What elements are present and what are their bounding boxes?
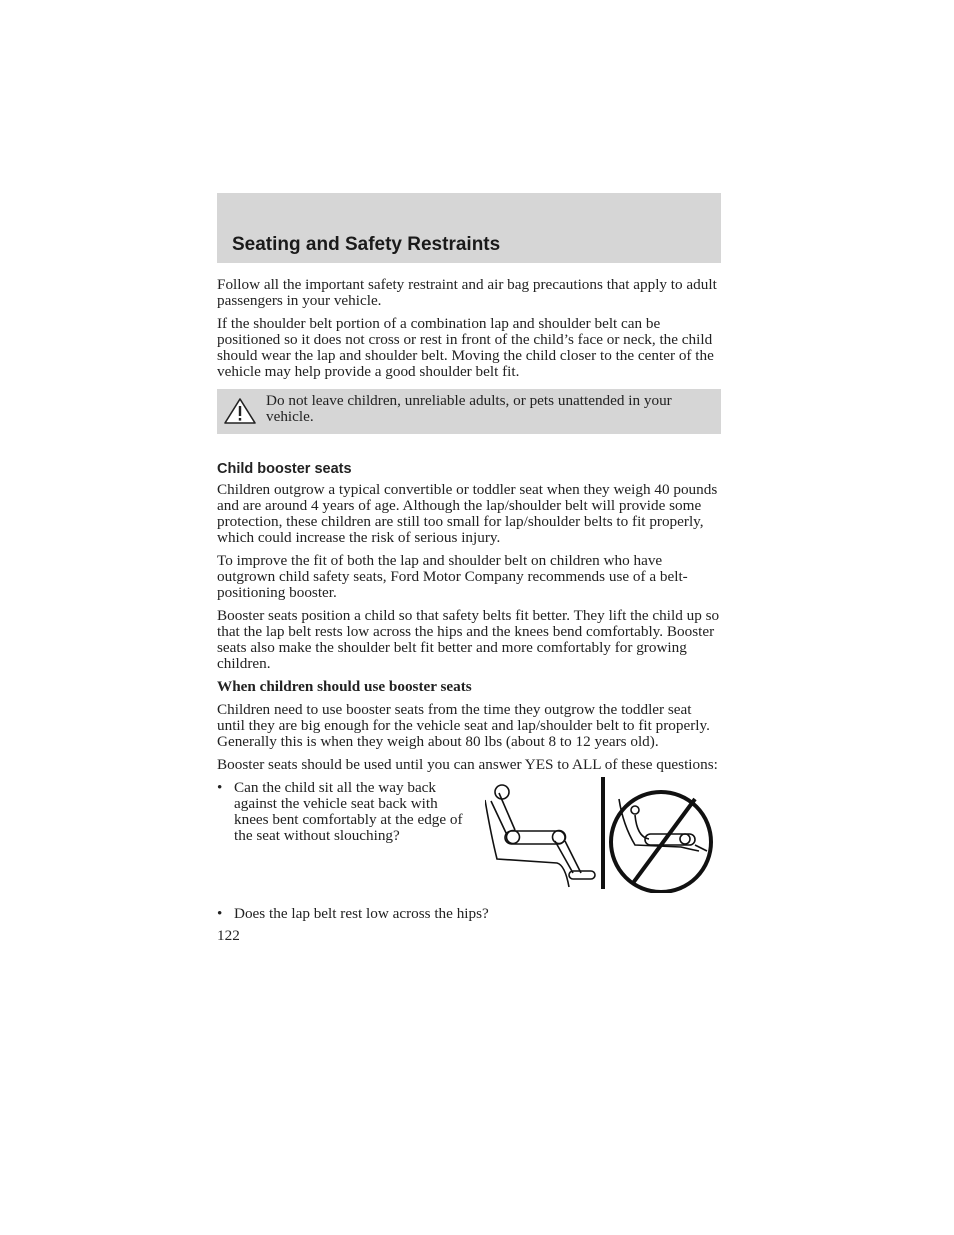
section-title: Seating and Safety Restraints xyxy=(232,234,501,255)
bullet-item xyxy=(217,780,474,844)
bullet-text: Can the child sit all the way back against the vehicle seat back with knees bent comfortably at the edge of the seat without slouching? xyxy=(234,779,463,844)
paragraph: Children need to use booster seats from the time they outgrow the toddler seat until they are big enough for the vehicle seat and lap/shoulder belt to fit properly. Generally this is when they weigh about 80 lbs (about 8 to 12 years old). xyxy=(217,701,710,750)
page-body xyxy=(217,277,721,944)
booster-seat-illustration xyxy=(485,775,721,893)
bullet-marker: • xyxy=(217,779,223,796)
paragraph: Booster seats should be used until you can answer YES to ALL of these questions: xyxy=(217,756,718,773)
paragraph: To improve the fit of both the lap and shoulder belt on children who have outgrown child safety seats, Ford Motor Company recommends use of a belt-positioning booster. xyxy=(217,552,688,601)
figure-divider xyxy=(601,777,605,889)
bullet-text: Does the lap belt rest low across the hips? xyxy=(234,905,489,922)
paragraph: Follow all the important safety restraint and air bag precautions that apply to adult passengers in your vehicle. xyxy=(217,276,717,309)
warning-text: Do not leave children, unreliable adults, or pets unattended in your vehicle. xyxy=(266,392,672,425)
bullet-item xyxy=(217,906,721,922)
paragraph: If the shoulder belt portion of a combination lap and shoulder belt can be positioned so it does not cross or rest in front of the child’s face or neck, the child should wear the lap and shoulder belt. Moving the child closer to the center of the vehicle may help provide a good shoulder belt fit. xyxy=(217,315,714,380)
bullet-with-figure xyxy=(217,780,721,906)
incorrect-posture-figure xyxy=(611,792,711,892)
subsection-heading: When children should use booster seats xyxy=(217,678,472,695)
correct-posture-figure xyxy=(485,785,595,887)
paragraph: Children outgrow a typical convertible or toddler seat when they weigh 40 pounds and are around 4 years of age. Although the lap/shoulder belt will provide some protection, these children are still too small for lap/shoulder belts to fit properly, which could increase the risk of serious injury. xyxy=(217,481,718,546)
paragraph: Booster seats position a child so that safety belts fit better. They lift the child up so that the lap belt rests low across the hips and the knees bend comfortably. Booster seats also make the shoulder belt fit better and more comfortably for growing children. xyxy=(217,607,720,672)
warning-box xyxy=(217,389,721,434)
section-heading: Child booster seats xyxy=(217,461,352,477)
bullet-marker: • xyxy=(217,905,223,922)
page-number: 122 xyxy=(217,927,240,944)
warning-triangle-icon xyxy=(224,398,256,424)
